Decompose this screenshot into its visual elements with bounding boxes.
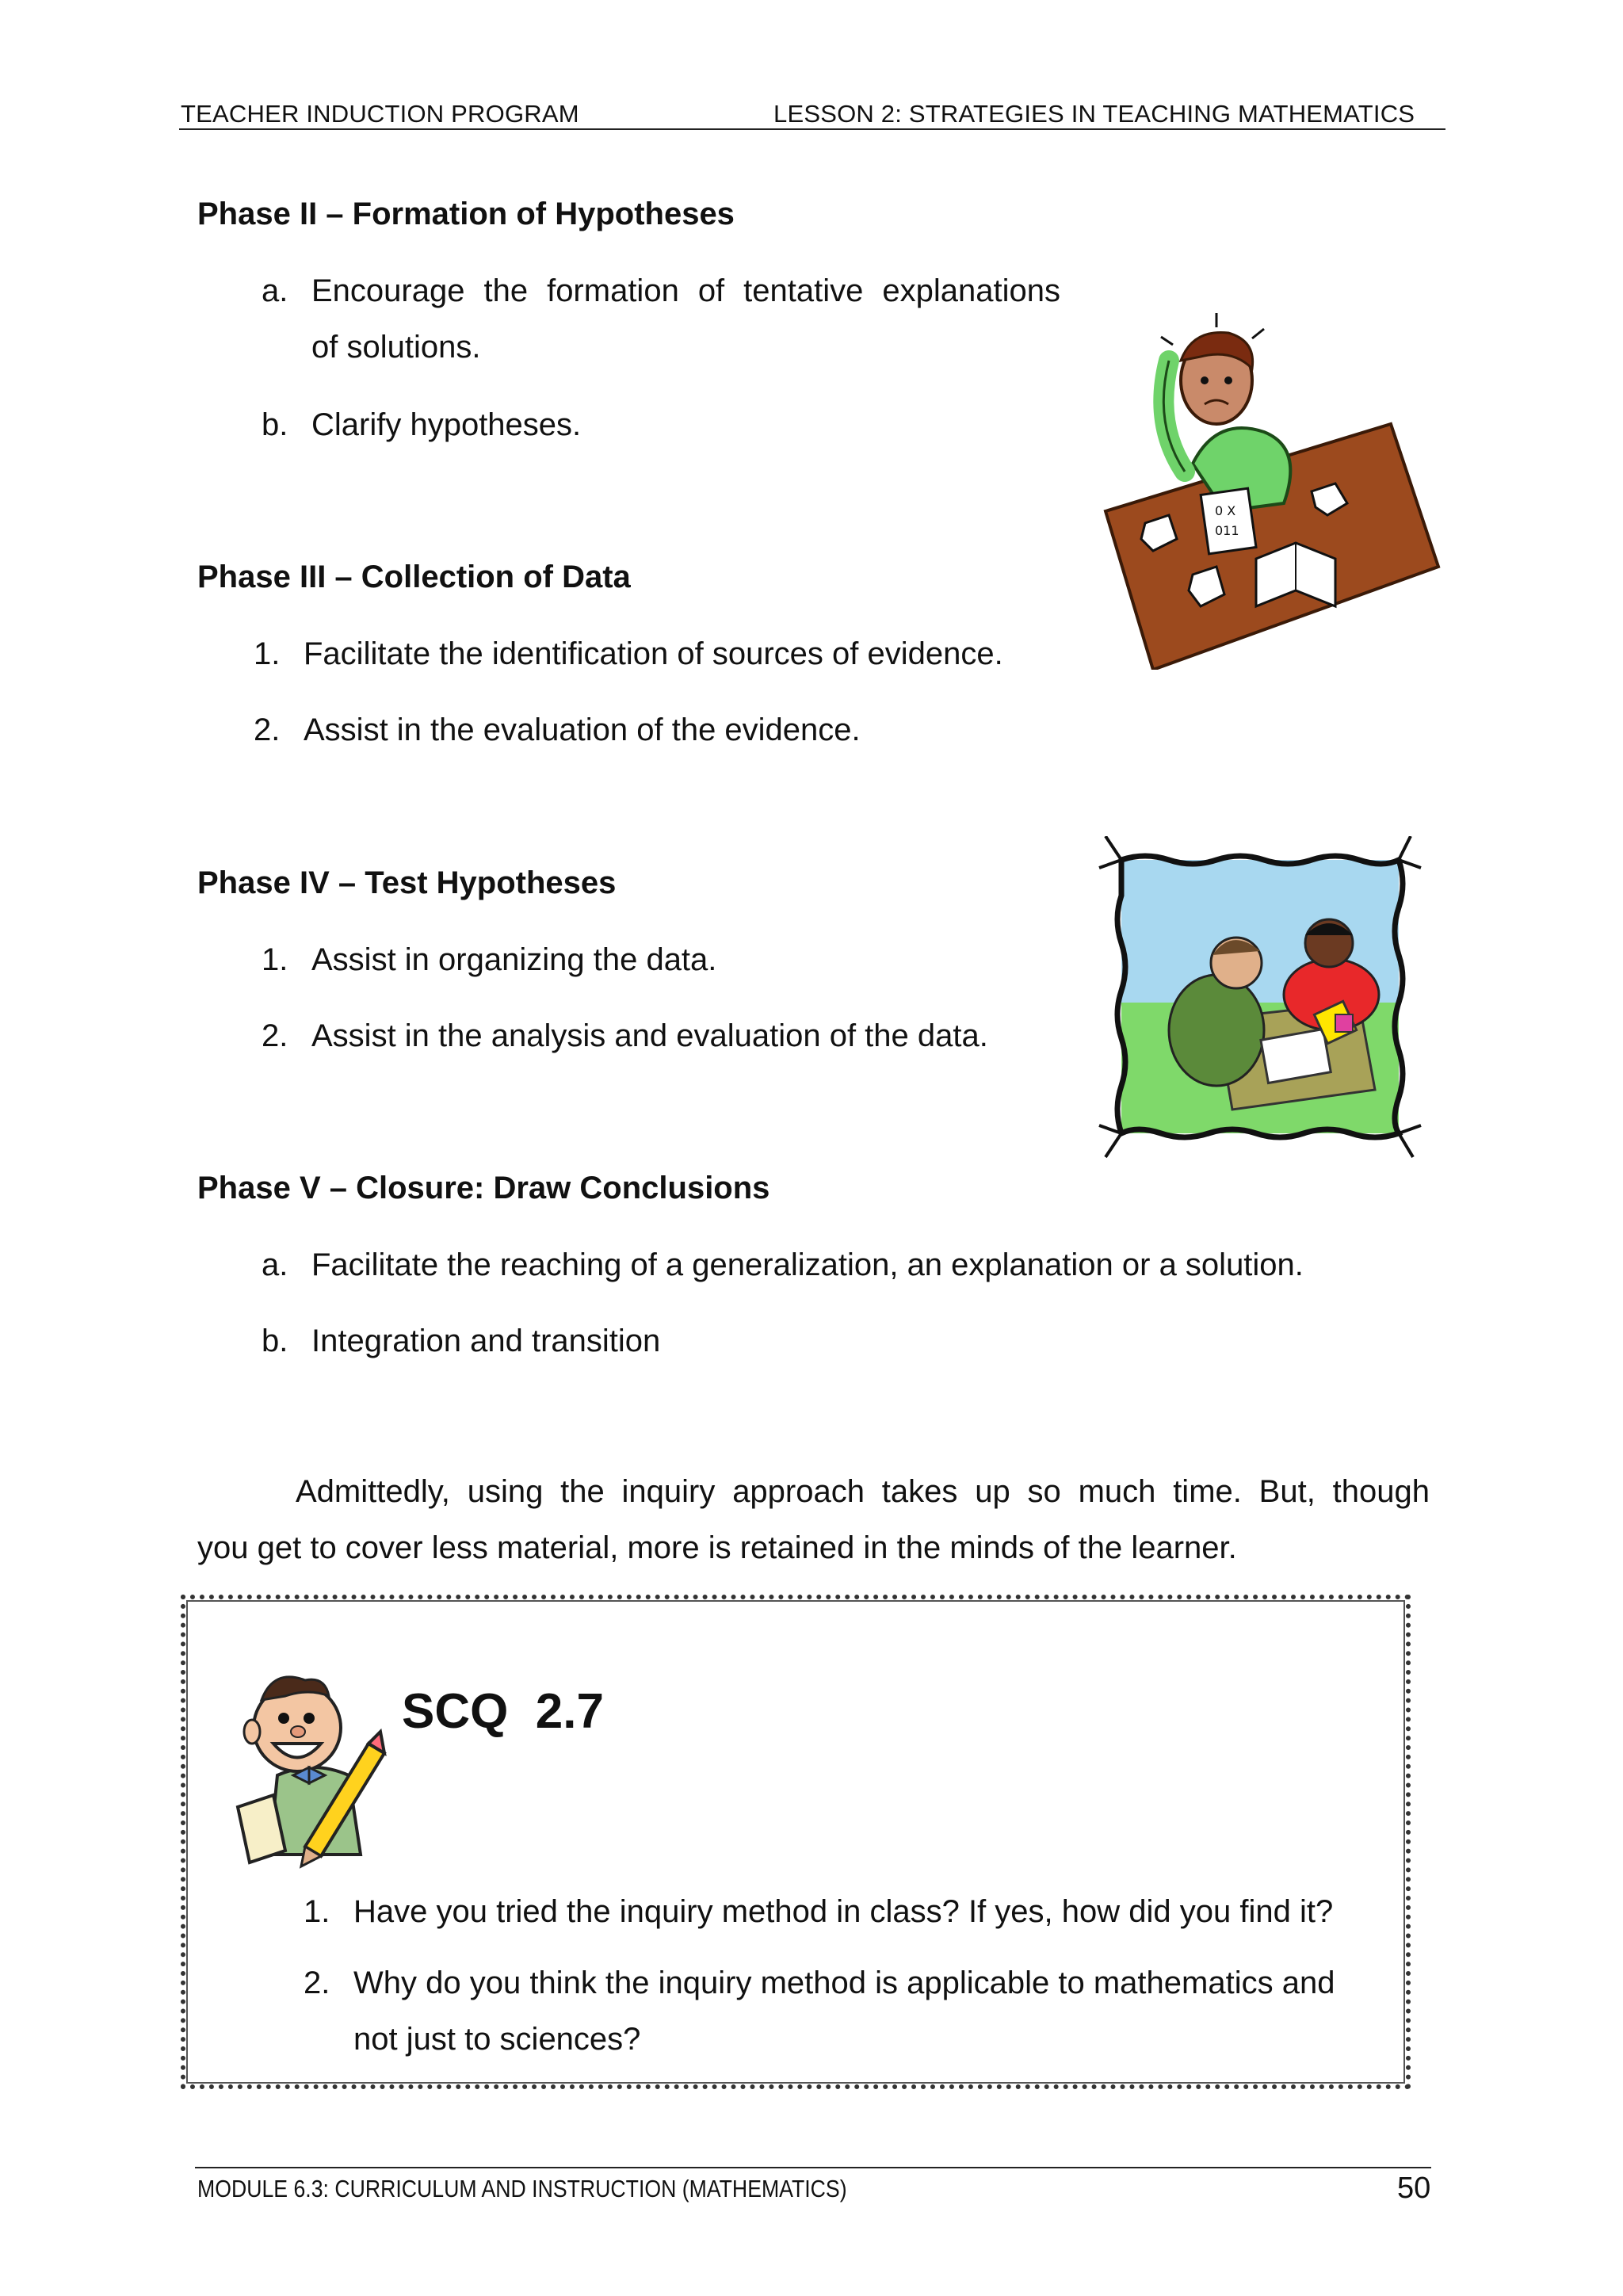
phase-2-item-a-marker: a. <box>262 273 288 308</box>
phase-3-item-2: Assist in the evaluation of the evidence. <box>304 712 861 747</box>
scq-title: SCQ 2.7 <box>402 1684 604 1739</box>
phase-4-title: Phase IV – Test Hypotheses <box>197 865 617 900</box>
svg-text:0 X: 0 X <box>1215 503 1236 518</box>
phase-2-title: Phase II – Formation of Hypotheses <box>197 197 735 231</box>
phase-2-item-a-line1: Encourage the formation of tentative explanations <box>311 273 1060 308</box>
phase-4-item-2: Assist in the analysis and evaluation of the data. <box>311 1018 988 1053</box>
phase-4-item-1-marker: 1. <box>262 942 288 977</box>
phase-5-item-b-marker: b. <box>262 1324 288 1358</box>
footer-module: MODULE 6.3: CURRICULUM AND INSTRUCTION (MATHEMATICS) <box>197 2175 847 2202</box>
scq-question-2-marker: 2. <box>304 1966 330 2000</box>
header-rule <box>179 128 1445 130</box>
phase-3-item-2-marker: 2. <box>254 712 281 747</box>
phase-5-item-b: Integration and transition <box>311 1324 661 1358</box>
scq-question-1-marker: 1. <box>304 1894 330 1929</box>
phase-5-item-a-marker: a. <box>262 1247 288 1282</box>
phase-3-title: Phase III – Collection of Data <box>197 560 631 594</box>
scq-question-2-line1: Why do you think the inquiry method is applicable to mathematics and <box>353 1966 1335 2000</box>
phase-3-item-1-marker: 1. <box>254 636 281 671</box>
scq-question-2-line2: not just to sciences? <box>353 2022 641 2057</box>
phase-4-item-2-marker: 2. <box>262 1018 288 1053</box>
closing-paragraph-line1: Admittedly, using the inquiry approach takes up so much time. But, though <box>296 1474 1430 1509</box>
header-lesson: LESSON 2: STRATEGIES IN TEACHING MATHEMATICS <box>773 100 1415 128</box>
closing-paragraph-line2: you get to cover less material, more is retained in the minds of the learner. <box>197 1530 1237 1565</box>
footer-rule <box>195 2167 1431 2168</box>
page-number: 50 <box>1397 2172 1431 2205</box>
header-program: TEACHER INDUCTION PROGRAM <box>181 100 579 128</box>
phase-2-item-b-marker: b. <box>262 407 288 442</box>
phase-2-item-a-line2: of solutions. <box>311 330 481 365</box>
scq-question-1: Have you tried the inquiry method in class? If yes, how did you find it? <box>353 1894 1334 1929</box>
phase-5-item-a: Facilitate the reaching of a generalization, an explanation or a solution. <box>311 1247 1304 1282</box>
study-group-illustration <box>1098 836 1423 1161</box>
phase-2-item-b: Clarify hypotheses. <box>311 407 582 442</box>
phase-4-item-1: Assist in organizing the data. <box>311 942 717 977</box>
svg-text:011: 011 <box>1215 523 1239 538</box>
phase-3-item-1: Facilitate the identification of sources of evidence. <box>304 636 1003 671</box>
thinking-student-illustration <box>1098 313 1446 670</box>
phase-5-title: Phase V – Closure: Draw Conclusions <box>197 1171 770 1205</box>
mascot-illustration <box>230 1664 400 1874</box>
